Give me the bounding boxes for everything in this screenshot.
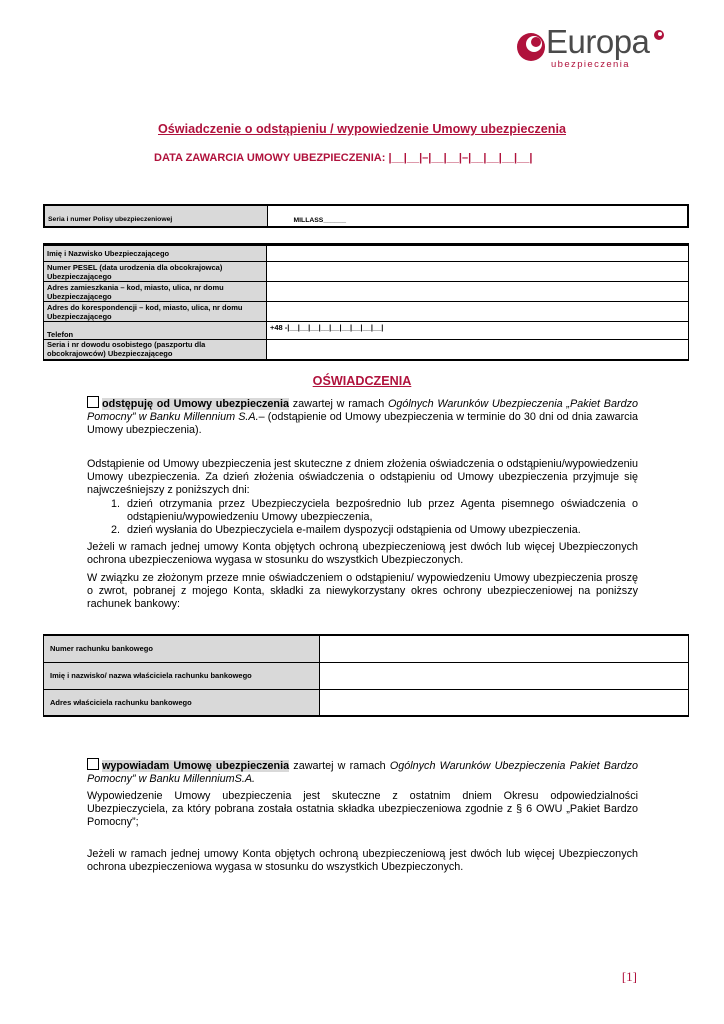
withdraw-effective-text: Odstąpienie od Umowy ubezpieczenia jest skuteczne z dniem złożenia oświadczenia o odstąpieniu/wypowiedzeniu Umowy ubezpieczenia. Za dzień złożenia oświadczenia o odstąpieniu od Umowy ubezpieczenia przyjmuje się najwcześniejszy z poniższych dni: — [87, 458, 638, 497]
owner-address-field[interactable] — [320, 689, 689, 716]
termination-effective-paragraph: Wypowiedzenie Umowy ubezpieczenia jest skuteczne z ostatnim dniem Okresu odpowiedzialności Ubezpieczyciela, za który pobrana została ostatnia składka ubezpieczeniowa zgodnie z § 6 OWU „Pakiet Bardzo Pomocny”; — [87, 790, 638, 829]
contract-date-line[interactable] — [154, 152, 532, 164]
termination-declaration — [87, 758, 638, 786]
account-owner-field[interactable] — [320, 662, 689, 689]
withdraw-declaration — [87, 396, 638, 438]
bank-account-table — [43, 634, 689, 717]
account-number-label: Numer rachunku bankowego — [44, 635, 320, 662]
logo-subtitle: ubezpieczenia — [551, 59, 630, 70]
document-title: Oświadczenie o odstąpieniu / wypowiedzenie Umowy ubezpieczenia — [158, 122, 566, 136]
account-owner-label: Imię i nazwisko/ nazwa właściciela rachunku bankowego — [44, 662, 320, 689]
list-item: 1. dzień otrzymania przez Ubezpieczyciela bezpośrednio lub przez Agenta pisemnego oświadczenia o odstąpieniu/wypowiedzeniu Umowy ubezpieczenia, — [123, 498, 638, 524]
phone-label: Telefon — [44, 322, 267, 340]
withdraw-checkbox[interactable] — [87, 396, 99, 408]
insured-data-table — [43, 243, 689, 361]
europa-swirl-icon — [515, 31, 547, 63]
withdraw-text-2: – (odstąpienie od Umowy ubezpieczenia w terminie do 30 dni od dnia zawarcia Umowy ubezpieczenia). — [87, 411, 638, 437]
insured-name-field[interactable] — [267, 245, 689, 262]
policy-number-field[interactable]: MILLASS______ — [267, 205, 688, 227]
withdraw-bold: odstępuję od Umowy ubezpieczenia — [102, 398, 289, 410]
multiple-insured-paragraph-1: Jeżeli w ramach jednej umowy Konta objętych ochroną ubezpieczeniową jest dwóch lub więcej Ubezpieczonych ochrona ubezpieczeniowa wygasa w stosunku do wszystkich Ubezpieczonych. — [87, 541, 638, 567]
declarations-heading: OŚWIADCZENIA — [312, 374, 412, 388]
correspondence-address-label: Adres do korespondencji – kod, miasto, ulica, nr domu Ubezpieczającego — [44, 302, 267, 322]
termination-text-1: zawartej w ramach — [289, 760, 390, 772]
id-document-field[interactable] — [267, 340, 689, 360]
correspondence-address-field[interactable] — [267, 302, 689, 322]
termination-italic: Ogólnych Warunków Ubezpieczenia Pakiet Bardzo Pomocny” w Banku MillenniumS.A. — [87, 760, 638, 786]
list-item: 2. dzień wysłania do Ubezpieczyciela e-mailem dyspozycji odstąpienia od Umowy ubezpieczenia. — [123, 524, 638, 537]
pesel-field[interactable] — [267, 262, 689, 282]
refund-paragraph: W związku ze złożonym przeze mnie oświadczeniem o odstąpieniu/ wypowiedzeniu Umowy ubezpieczenia proszę o zwrot, pobranej z mojego Konta, składki za niewykorzystany okres ochrony ubezpieczeniowej na poniższy rachunek bankowy: — [87, 572, 638, 611]
insured-name-label: Imię i Nazwisko Ubezpieczającego — [44, 245, 267, 262]
withdraw-effective-paragraph — [87, 458, 638, 537]
id-document-label: Seria i nr dowodu osobistego (paszportu dla obcokrajowców) Ubezpieczającego — [44, 340, 267, 360]
page-number: [1] — [621, 969, 637, 984]
account-number-field[interactable] — [320, 635, 689, 662]
policy-table — [43, 204, 689, 228]
withdraw-text-1: zawartej w ramach — [289, 398, 388, 410]
contract-date-label: DATA ZAWARCIA UMOWY UBEZPIECZENIA: — [154, 152, 386, 164]
europa-logo — [515, 23, 667, 73]
pesel-label: Numer PESEL (data urodzenia dla obcokrajowca) Ubezpieczającego — [44, 262, 267, 282]
policy-number-label: Seria i numer Polisy ubezpieczeniowej — [44, 205, 267, 227]
termination-bold: wypowiadam Umowę ubezpieczenia — [102, 760, 290, 772]
contract-date-mask[interactable]: |__|__|–|__|__|–|__|__|__|__| — [388, 152, 533, 164]
withdraw-italic: Ogólnych Warunków Ubezpieczenia „Pakiet Bardzo Pomocny” w Banku Millennium S.A. — [87, 398, 638, 424]
multiple-insured-paragraph-2: Jeżeli w ramach jednej umowy Konta objętych ochroną ubezpieczeniową jest dwóch lub więcej Ubezpieczonych ochrona ubezpieczeniowa wygasa w stosunku do wszystkich Ubezpieczonych. — [87, 848, 638, 874]
termination-checkbox[interactable] — [87, 758, 99, 770]
residence-address-label: Adres zamieszkania – kod, miasto, ulica, nr domu Ubezpieczającego — [44, 282, 267, 302]
owner-address-label: Adres właściciela rachunku bankowego — [44, 689, 320, 716]
logo-dot-icon — [653, 29, 665, 41]
residence-address-field[interactable] — [267, 282, 689, 302]
withdraw-date-list — [87, 498, 638, 538]
logo-brand: Europa — [546, 23, 650, 60]
phone-field[interactable]: +48 -|__|__|__|__|__|__|__|__|__| — [267, 322, 689, 340]
